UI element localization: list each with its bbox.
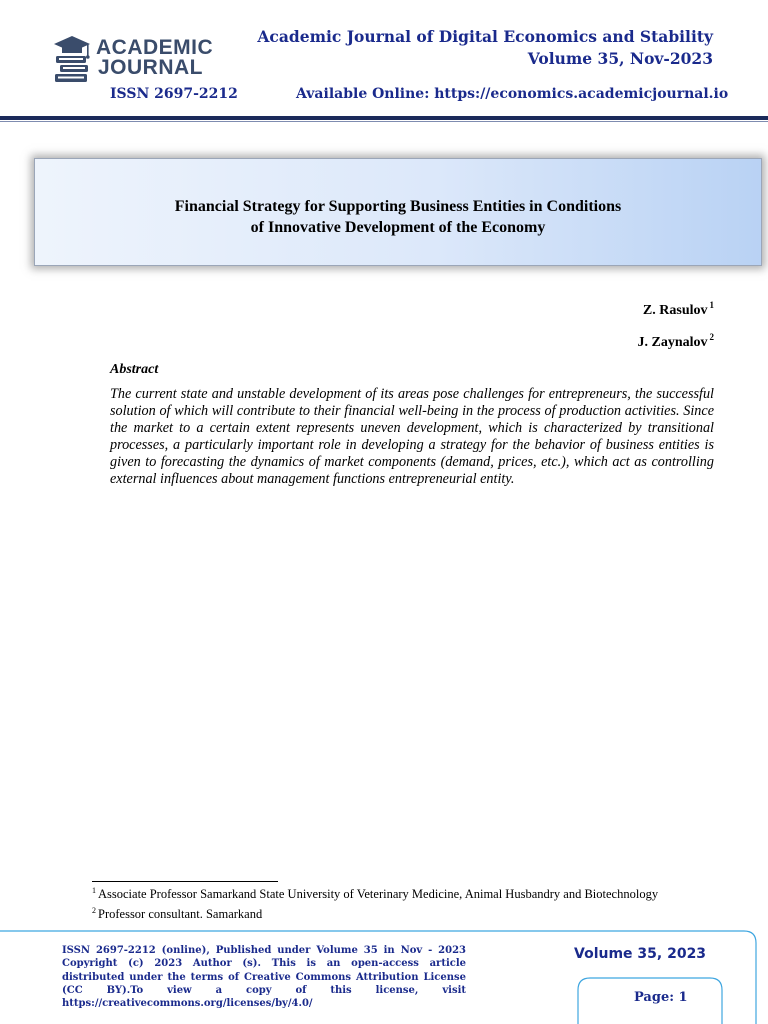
- title-line-1: Financial Strategy for Supporting Business Entities in Conditions: [174, 198, 622, 215]
- author-2: [637, 324, 714, 356]
- logo-line-1: ACADEMIC: [96, 36, 214, 59]
- author-1: [637, 292, 714, 324]
- license-text: ISSN 2697-2212 (online), Published under Volume 35 in Nov - 2023 Copyright (c) 2023 Author (s). This is an open-access article distributed under the terms of Creative Commons Attribution License (CC BY).To view a copy of this license, visit https://creativecommons.org/licenses/by/4.0/: [62, 945, 466, 1010]
- author-name: J. Zaynalov: [637, 335, 708, 350]
- footer-volume: Volume 35, 2023: [574, 946, 707, 962]
- footnote-divider: [92, 881, 278, 882]
- article-title: [34, 196, 762, 238]
- author-list: [637, 292, 714, 356]
- page-number: Page: 1: [634, 990, 688, 1005]
- author-footnote-mark: 1: [709, 300, 714, 310]
- graduation-cap-books-icon: [54, 36, 90, 82]
- footnote-2: [92, 906, 262, 922]
- issn-label: ISSN 2697-2212: [110, 86, 238, 102]
- footnote-1: [92, 886, 658, 902]
- footnote-text: Associate Professor Samarkand State University of Veterinary Medicine, Animal Husbandry and Biotechnology: [98, 887, 659, 901]
- abstract-text: The current state and unstable development of its areas pose challenges for entrepreneurs, the successful solution of which will contribute to their financial well-being in the process of production activities. Since the market to a certain extent represents uneven development, which is characterized by transitional processes, a particularly important role in developing a strategy for the behavior of business entities is given to forecasting the dynamics of market components (demand, prices, etc.), which act as controlling external influences about management functions entrepreneurial entity.: [110, 386, 714, 487]
- logo-wordmark: [96, 38, 213, 78]
- author-name: Z. Rasulov: [642, 303, 708, 318]
- logo-line-2: JOURNAL: [98, 56, 204, 79]
- footnote-mark: 2: [92, 906, 96, 915]
- header-divider-thin: [0, 121, 768, 122]
- journal-header: [257, 26, 713, 70]
- header-divider: [0, 116, 768, 120]
- abstract-heading: Abstract: [110, 362, 159, 377]
- journal-volume: Volume 35, Nov-2023: [527, 49, 713, 68]
- footnote-text: Professor consultant. Samarkand: [98, 907, 263, 921]
- author-footnote-mark: 2: [709, 332, 714, 342]
- footnote-mark: 1: [92, 886, 96, 895]
- available-online-link[interactable]: Available Online: https://economics.academicjournal.io: [296, 86, 729, 102]
- journal-name: Academic Journal of Digital Economics and Stability: [257, 27, 713, 46]
- title-line-2: of Innovative Development of the Economy: [250, 219, 546, 236]
